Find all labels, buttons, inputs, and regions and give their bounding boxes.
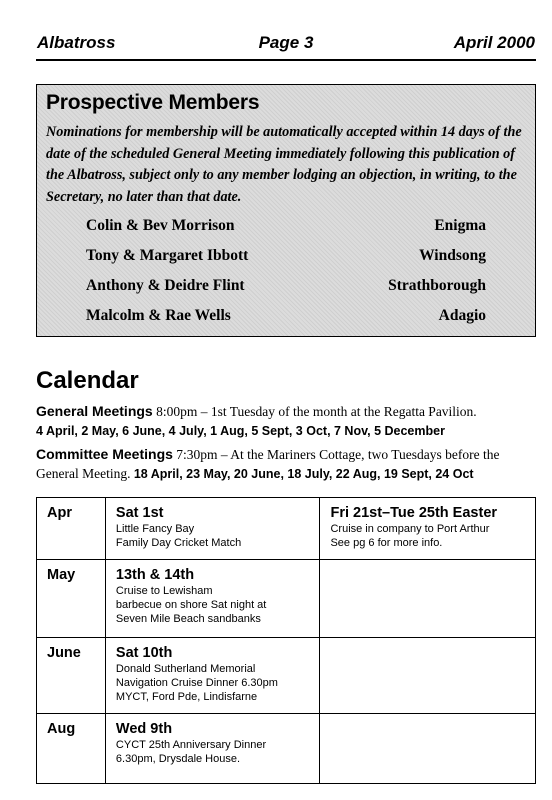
member-row [86, 217, 486, 239]
general-meetings-dates: 4 April, 2 May, 6 June, 4 July, 1 Aug, 5 Sept, 3 Oct, 7 Nov, 5 December [36, 423, 445, 438]
event-detail: Navigation Cruise Dinner 6.30pm [115, 677, 278, 689]
event-detail: Cruise in company to Port Arthur [330, 523, 490, 535]
page-number: Page 3 [258, 33, 314, 52]
member-row [86, 247, 486, 269]
page-header [37, 33, 535, 55]
member-boat: Enigma [434, 217, 486, 234]
member-row [86, 307, 486, 329]
newsletter-name: Albatross [37, 33, 116, 52]
event-cell [105, 560, 320, 638]
table-row [37, 714, 536, 784]
event-detail: Family Day Cricket Match [115, 537, 242, 549]
empty-cell [320, 714, 536, 784]
calendar-title: Calendar [36, 367, 139, 394]
committee-meetings-label: Committee Meetings [36, 446, 173, 462]
member-name: Anthony & Deidre Flint [86, 277, 245, 294]
event-heading: Sat 10th [115, 645, 173, 661]
general-meetings-text: 8:00pm – 1st Tuesday of the month at the Regatta Pavilion. [152, 404, 477, 419]
event-detail: CYCT 25th Anniversary Dinner [115, 739, 267, 751]
month-label: May [47, 567, 76, 583]
event-heading: Fri 21st–Tue 25th Easter [330, 505, 498, 521]
nomination-notice: Nominations for membership will be automatically accepted within 14 days of the date of the scheduled General Meeting immediately following this publication of the Albatross, subject only to any member lodging an objection, in writing, to the Secretary, no later than that date. [46, 124, 522, 205]
table-row [37, 560, 536, 638]
month-label: Apr [47, 505, 72, 521]
committee-meetings-dates: 18 April, 23 May, 20 June, 18 July, 22 Aug, 19 Sept, 24 Oct [133, 466, 474, 481]
member-name: Tony & Margaret Ibbott [86, 247, 249, 264]
empty-cell [320, 638, 536, 714]
member-boat: Adagio [438, 307, 486, 324]
committee-meetings-paragraph [36, 445, 536, 483]
event-detail: Seven Mile Beach sandbanks [115, 613, 261, 625]
month-label: Aug [47, 721, 76, 737]
event-cell [105, 498, 320, 560]
event-heading: Sat 1st [115, 505, 164, 521]
month-label: June [47, 645, 81, 661]
event-detail: 6.30pm, Drysdale House. [115, 753, 241, 765]
general-meetings-paragraph [36, 402, 536, 440]
month-cell [37, 560, 106, 638]
issue-date: April 2000 [453, 33, 535, 52]
calendar-table [36, 497, 536, 784]
event-heading: 13th & 14th [115, 567, 195, 583]
event-detail: Cruise to Lewisham [115, 585, 213, 597]
event-cell [105, 638, 320, 714]
event-detail: See pg 6 for more info. [330, 537, 443, 549]
month-cell [37, 638, 106, 714]
member-boat: Windsong [419, 247, 486, 264]
event-detail: Donald Sutherland Memorial [115, 663, 256, 675]
prospective-members-box [36, 84, 536, 337]
member-name: Colin & Bev Morrison [86, 217, 235, 234]
empty-cell [320, 560, 536, 638]
month-cell [37, 498, 106, 560]
event-cell [105, 714, 320, 784]
member-name: Malcolm & Rae Wells [86, 307, 231, 324]
header-rule [36, 59, 536, 61]
event-detail: barbecue on shore Sat night at [115, 599, 267, 611]
prospective-members-title: Prospective Members [46, 91, 260, 114]
event-detail: MYCT, Ford Pde, Lindisfarne [115, 691, 258, 703]
table-row [37, 638, 536, 714]
member-boat: Strathborough [388, 277, 486, 294]
event-cell [320, 498, 536, 560]
committee-meetings-text: 7:30pm – At the Mariners Cottage, two Tuesdays before the General Meeting. [36, 447, 500, 481]
month-cell [37, 714, 106, 784]
event-detail: Little Fancy Bay [115, 523, 195, 535]
member-row [86, 277, 486, 299]
event-heading: Wed 9th [115, 721, 173, 737]
general-meetings-label: General Meetings [36, 403, 153, 419]
table-row [37, 498, 536, 560]
